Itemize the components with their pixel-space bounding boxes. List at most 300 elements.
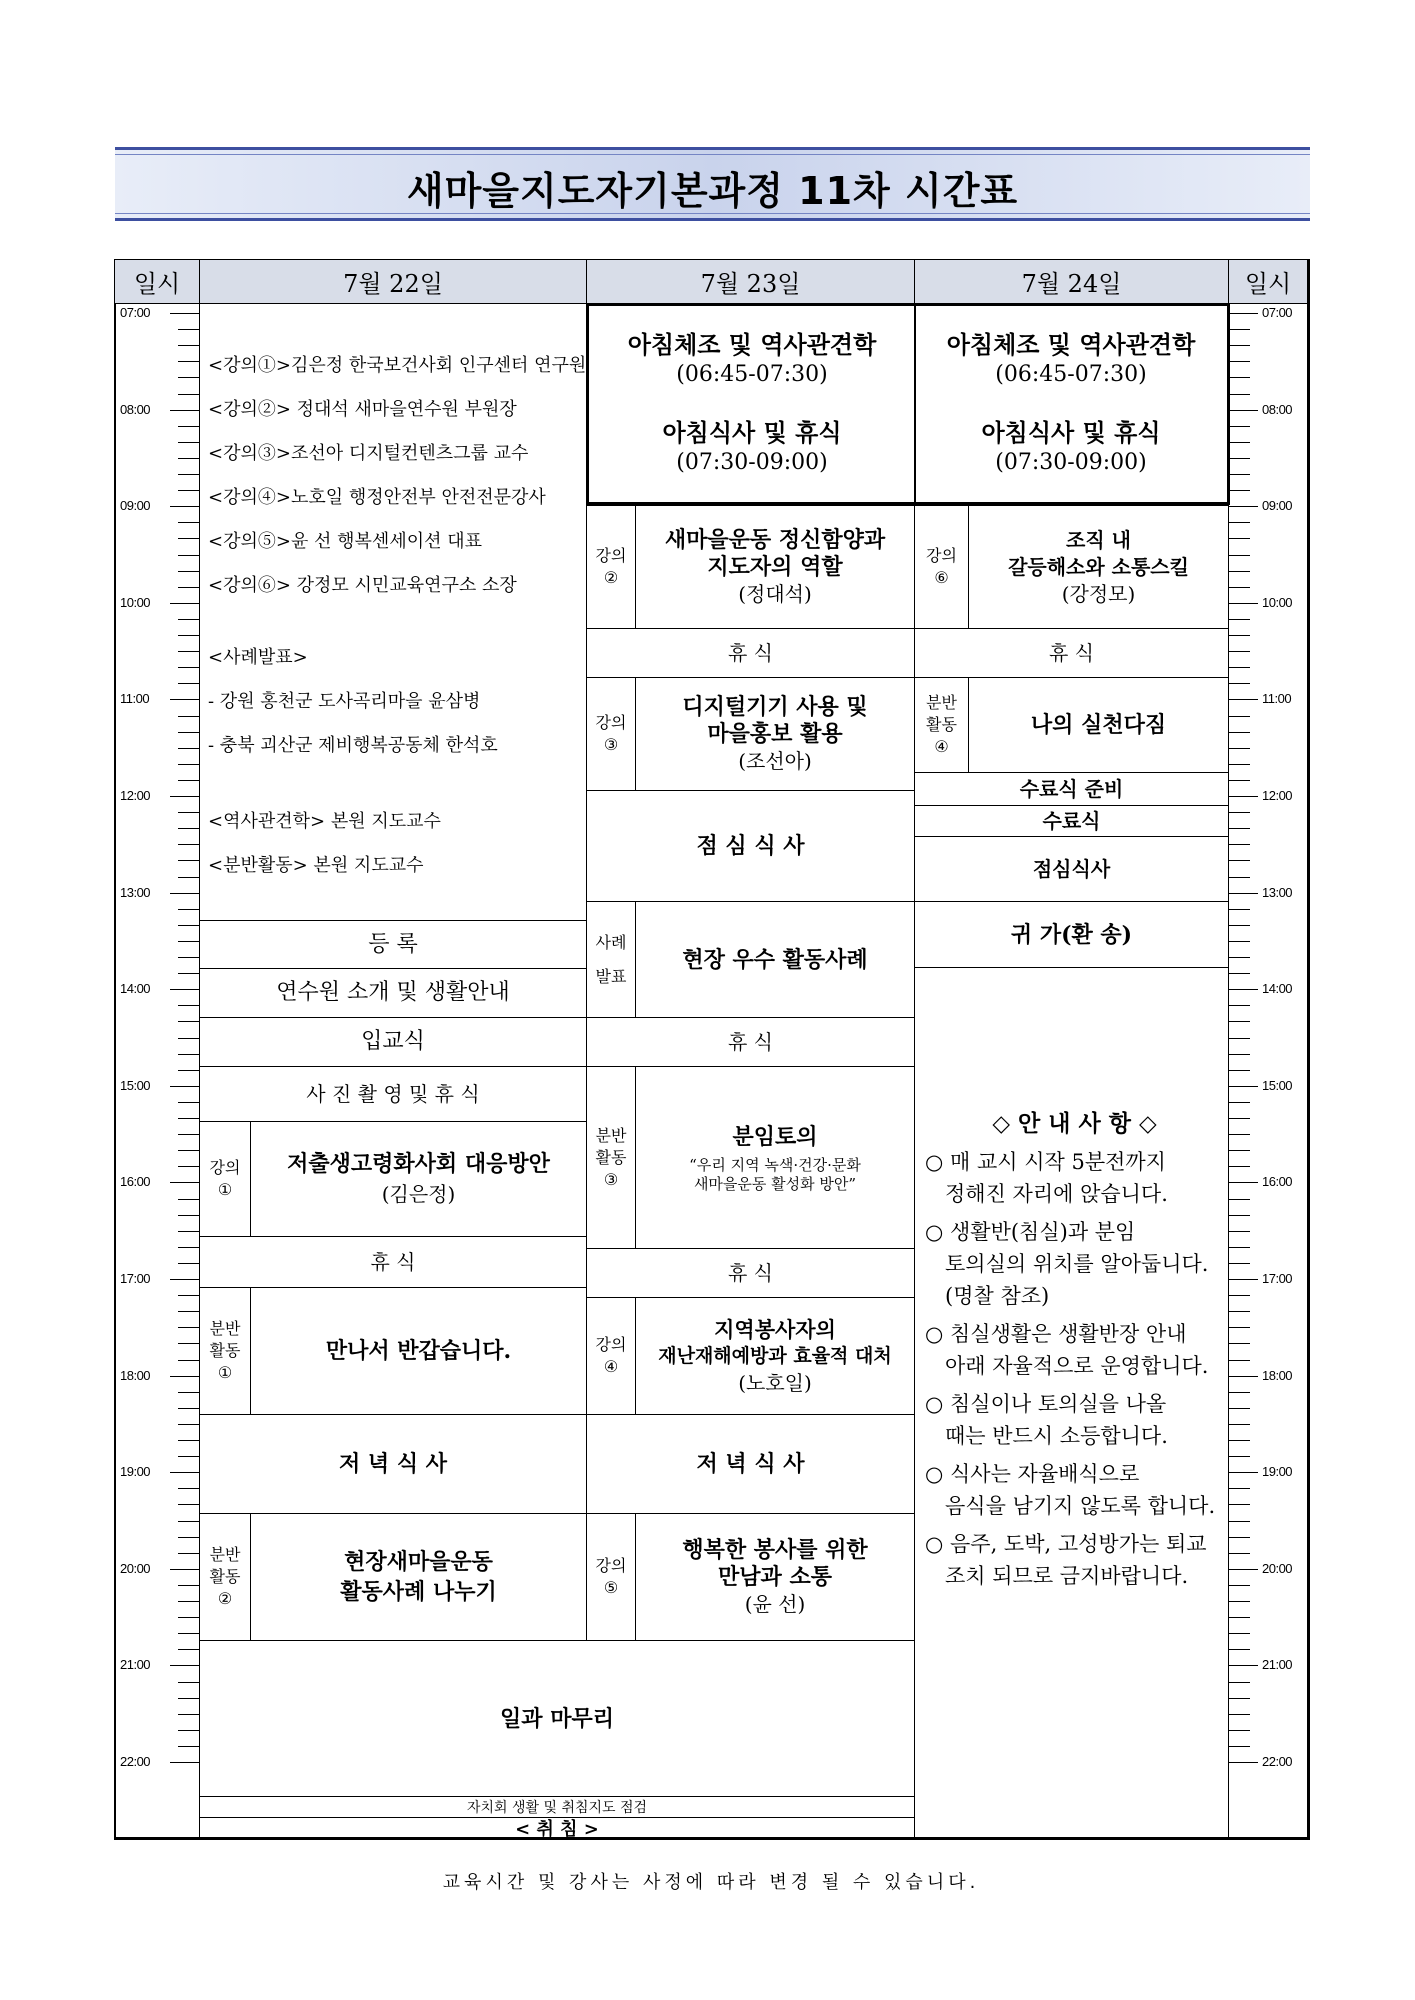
time-tick [1228, 1182, 1258, 1183]
time-tick [178, 941, 200, 942]
time-tick [178, 1150, 200, 1151]
time-tick [178, 1311, 200, 1312]
time-tick [178, 1199, 200, 1200]
time-label-left: 17:00 [120, 1271, 151, 1286]
day3-group4-tag [914, 677, 969, 773]
time-tick [1228, 1054, 1250, 1055]
time-tick [1228, 458, 1250, 459]
time-tick [178, 426, 200, 427]
time-label-left: 20:00 [120, 1560, 151, 1576]
time-tick [1228, 1553, 1250, 1554]
tag-line: 활동 [595, 1147, 627, 1167]
notice-line: 아래 자율적으로 운영합니다. [945, 1354, 1209, 1378]
tag-line: 사례 [595, 932, 627, 952]
info-case-2: - 충북 괴산군 제비행복공동체 한석호 [208, 735, 498, 756]
time-tick [178, 957, 200, 958]
time-tick [1228, 1279, 1258, 1280]
day1-lecture1 [250, 1121, 587, 1237]
time-tick [178, 538, 200, 539]
tag-line: 분반 [209, 1319, 241, 1338]
info-case-heading: <사례발표> [208, 647, 308, 668]
lecture5-title-line: 만남과 소통 [718, 1563, 832, 1590]
time-label-right: 10:00 [1262, 594, 1293, 610]
info-lecture-4: <강의④>노호일 행정안전부 안전전문강사 [208, 487, 546, 508]
time-tick [178, 619, 200, 620]
time-tick [178, 1021, 200, 1022]
time-tick [1228, 1343, 1250, 1344]
footer-note: 교육시간 및 강사는 사정에 따라 변경 될 수 있습니다. [442, 1872, 980, 1893]
time-tick [1228, 828, 1250, 829]
time-tick [1228, 619, 1250, 620]
time-tick [1228, 603, 1258, 604]
time-tick [1228, 1038, 1250, 1039]
time-tick [178, 1537, 200, 1538]
time-tick [1228, 1199, 1250, 1200]
time-tick [178, 780, 200, 781]
time-tick [1228, 1118, 1250, 1119]
tag-line: 분반 [926, 693, 957, 712]
time-tick [1228, 941, 1250, 942]
day2-lecture5 [635, 1513, 915, 1641]
time-tick [178, 1698, 200, 1699]
time-tick [178, 812, 200, 813]
time-tick [178, 683, 200, 684]
time-label-left: 15:00 [120, 1077, 151, 1093]
time-tick [178, 1005, 200, 1006]
time-tick [178, 1424, 200, 1425]
time-tick [178, 1714, 200, 1715]
time-tick [178, 1440, 200, 1441]
time-tick [178, 828, 200, 829]
time-tick [178, 1134, 200, 1135]
day2-lecture2-tag [586, 505, 636, 629]
time-tick [1228, 1649, 1250, 1650]
time-tick [1228, 1633, 1250, 1634]
morning-line: 아침체조 및 역사관견학 [946, 330, 1196, 359]
info-lecture-6: <강의⑥> 강정모 시민교육연구소 소장 [208, 575, 517, 596]
time-tick [170, 603, 200, 604]
time-tick [1228, 1714, 1250, 1715]
time-tick [170, 506, 200, 507]
day1-break: 휴 식 [199, 1236, 587, 1288]
time-tick [1228, 538, 1250, 539]
time-tick [1228, 1440, 1250, 1441]
tag-line: ⑤ [603, 1578, 619, 1597]
day1-group1: 만나서 반갑습니다. [250, 1287, 587, 1415]
group3-sub-line: 새마을운동 활성화 방안” [693, 1174, 857, 1193]
day3-morning [914, 303, 1230, 505]
tag-line: ④ [603, 1357, 619, 1376]
tag-line: 강의 [595, 1335, 627, 1354]
lecture4-speaker: (노호일) [738, 1370, 812, 1395]
notice-item [925, 1318, 1224, 1382]
time-tick [1228, 1617, 1250, 1618]
time-tick [178, 1118, 200, 1119]
time-tick [1228, 1102, 1250, 1103]
time-tick [178, 909, 200, 910]
lecture6-title-line: 갈등해소와 소통스킬 [1008, 554, 1189, 579]
info-guide-1: <역사관견학> 본원 지도교수 [208, 811, 441, 832]
time-tick [1228, 1311, 1250, 1312]
time-tick [178, 925, 200, 926]
tag-line: ③ [603, 735, 619, 754]
tag-line: 강의 [595, 1556, 627, 1575]
day2-case: 현장 우수 활동사례 [635, 901, 915, 1018]
time-tick [170, 989, 200, 990]
time-tick [170, 1472, 200, 1473]
notice-line: ○ 매 교시 시작 5분전까지 [925, 1150, 1166, 1174]
time-tick [178, 522, 200, 523]
time-label-right: 07:00 [1262, 305, 1293, 320]
time-tick [1228, 1521, 1250, 1522]
time-tick [178, 1247, 200, 1248]
notice-line: 정해진 자리에 앉습니다. [945, 1182, 1168, 1206]
time-tick [178, 442, 200, 443]
time-tick [1228, 474, 1250, 475]
lecture5-title-line: 행복한 봉사를 위한 [682, 1536, 868, 1563]
time-tick [178, 1054, 200, 1055]
time-tick [1228, 989, 1258, 990]
day2-lecture4 [635, 1297, 915, 1415]
time-tick [1228, 844, 1250, 845]
time-tick [1228, 1134, 1250, 1135]
time-label-right: 19:00 [1262, 1464, 1293, 1480]
time-tick [178, 458, 200, 459]
day1-group1-tag [199, 1287, 251, 1415]
time-tick [178, 1585, 200, 1586]
time-tick [1228, 909, 1250, 910]
day3-lecture6 [968, 505, 1229, 629]
time-tick [178, 667, 200, 668]
header-date-right: 일시 [1228, 259, 1308, 304]
time-tick [1228, 1601, 1250, 1602]
lecture2-title-line: 지도자의 역할 [707, 553, 843, 580]
header-day-3: 7월 24일 [914, 259, 1229, 304]
time-label-right: 17:00 [1262, 1271, 1293, 1286]
time-label-left: 16:00 [120, 1174, 151, 1190]
time-tick [1228, 555, 1250, 556]
time-tick [1228, 699, 1258, 700]
group3-sub-line: “우리 지역 녹색·건강·문화 [689, 1155, 861, 1174]
time-tick [1228, 1150, 1250, 1151]
time-tick [178, 1408, 200, 1409]
day2-group3-tag [586, 1066, 636, 1249]
time-tick [170, 893, 200, 894]
notice-item [925, 1388, 1224, 1452]
time-tick [1228, 1021, 1250, 1022]
notice-line: 때는 반드시 소등합니다. [945, 1424, 1168, 1448]
time-tick [1228, 1746, 1250, 1747]
group2-title-line: 현장새마을운동 [344, 1549, 493, 1575]
time-tick [1228, 635, 1250, 636]
time-tick [178, 345, 200, 346]
time-tick [178, 490, 200, 491]
morning-line: 아침식사 및 휴식 [662, 418, 842, 447]
tag-line: 발표 [595, 966, 627, 986]
time-tick [178, 748, 200, 749]
time-tick [170, 1182, 200, 1183]
info-lecture-1: <강의①>김은정 한국보건사회 인구센터 연구원 [208, 355, 587, 376]
tag-line: ① [217, 1363, 233, 1382]
lecture6-title-line: 조직 내 [1066, 527, 1131, 552]
time-label-right: 13:00 [1262, 884, 1293, 900]
time-tick [1228, 812, 1250, 813]
time-tick [1228, 732, 1250, 733]
info-guide-2: <분반활동> 본원 지도교수 [208, 855, 424, 876]
time-tick [1228, 329, 1250, 330]
time-tick [178, 651, 200, 652]
day1-photo: 사 진 촬 영 및 휴 식 [199, 1066, 587, 1122]
time-tick [178, 973, 200, 974]
time-tick [1228, 410, 1258, 411]
time-label-right: 12:00 [1262, 788, 1293, 803]
time-tick [1228, 1569, 1258, 1570]
time-tick [1228, 571, 1250, 572]
time-tick [1228, 1537, 1250, 1538]
time-tick [1228, 1005, 1250, 1006]
day3-notice-block [914, 967, 1229, 1838]
time-tick [1228, 587, 1250, 588]
time-tick [178, 1682, 200, 1683]
day1-lecture1-tag [199, 1121, 251, 1237]
time-tick [170, 1569, 200, 1570]
day2-lecture2 [635, 505, 915, 629]
time-tick [1228, 506, 1258, 507]
time-tick [178, 1215, 200, 1216]
tag-line: 활동 [209, 1341, 241, 1360]
day2-break1: 휴 식 [586, 628, 915, 678]
time-tick [1228, 957, 1250, 958]
morning-line: 아침식사 및 휴식 [981, 418, 1161, 447]
lecture1-title: 저출생고령화사회 대응방안 [287, 1151, 550, 1177]
info-case-1: - 강원 홍천군 도사곡리마을 윤삼병 [208, 691, 481, 712]
notice-line: 음식을 남기지 않도록 합니다. [945, 1494, 1216, 1518]
time-tick [178, 1730, 200, 1731]
tag-line: 분반 [595, 1125, 627, 1145]
tag-line: ① [217, 1180, 233, 1199]
time-tick [1228, 522, 1250, 523]
day3-break1: 휴 식 [914, 628, 1229, 678]
time-label-left: 09:00 [120, 498, 151, 514]
group2-title-line: 활동사례 나누기 [340, 1579, 497, 1605]
time-tick [178, 1521, 200, 1522]
time-tick [178, 1488, 200, 1489]
morning-time: (07:30-09:00) [676, 450, 828, 475]
day1-group2-tag [199, 1513, 251, 1641]
tag-line: ⑥ [934, 568, 949, 587]
time-tick [170, 410, 200, 411]
time-tick [1228, 1360, 1250, 1361]
time-tick [178, 1343, 200, 1344]
time-tick [1228, 780, 1250, 781]
day3-group4: 나의 실천다짐 [968, 677, 1229, 773]
day2-dinner: 저 녁 식 사 [586, 1414, 915, 1514]
time-tick [170, 1762, 200, 1763]
time-tick [1228, 1504, 1250, 1505]
time-tick [1228, 925, 1250, 926]
time-tick [1228, 426, 1250, 427]
lecture1-speaker: (김은정) [381, 1182, 456, 1206]
lecture2-speaker: (정대석) [738, 581, 812, 606]
time-label-left: 22:00 [120, 1754, 151, 1769]
time-tick [178, 1649, 200, 1650]
day3-prep: 수료식 준비 [914, 772, 1229, 806]
day1-check: 자치회 생활 및 취침지도 점검 [199, 1796, 915, 1818]
day3-ceremony: 수료식 [914, 805, 1229, 837]
morning-time: (06:45-07:30) [995, 362, 1147, 387]
time-label-left: 10:00 [120, 594, 151, 610]
tag-line: 강의 [595, 546, 627, 565]
day2-lecture5-tag [586, 1513, 636, 1641]
time-tick [1228, 1215, 1250, 1216]
time-label-right: 14:00 [1262, 981, 1293, 997]
day1-registration: 등 록 [199, 920, 587, 969]
day3-return: 귀 가(환 송) [914, 901, 1229, 968]
time-tick [178, 1746, 200, 1747]
time-tick [1228, 1166, 1250, 1167]
time-tick [1228, 748, 1250, 749]
time-tick [178, 877, 200, 878]
tag-line: ③ [603, 1169, 619, 1189]
day1-opening: 입교식 [199, 1017, 587, 1067]
time-label-left: 07:00 [120, 305, 151, 320]
day2-case-tag [586, 901, 636, 1018]
notice-line: ○ 침실생활은 생활반장 안내 [925, 1322, 1187, 1346]
lecture3-title-line: 디지털기기 사용 및 [682, 693, 868, 720]
time-label-right: 15:00 [1262, 1077, 1293, 1093]
tag-line: ② [217, 1589, 233, 1608]
time-label-right: 18:00 [1262, 1367, 1293, 1383]
day2-break2: 휴 식 [586, 1017, 915, 1067]
info-lecture-5: <강의⑤>윤 선 행복센세이션 대표 [208, 531, 482, 552]
time-tick [1228, 1682, 1250, 1683]
time-tick [1228, 683, 1250, 684]
time-tick [178, 329, 200, 330]
tag-line: 활동 [209, 1567, 241, 1586]
time-tick [1228, 313, 1258, 314]
notice-line: ○ 음주, 도박, 고성방가는 퇴교 [925, 1532, 1207, 1556]
time-tick [1228, 796, 1258, 797]
notice-line: ○ 식사는 자율배식으로 [925, 1462, 1140, 1486]
time-label-left: 13:00 [120, 884, 151, 900]
day1-sleep: < 취 침 > [199, 1817, 915, 1838]
morning-time: (06:45-07:30) [676, 362, 828, 387]
lecture5-speaker: (윤 선) [744, 1591, 806, 1616]
time-tick [1228, 377, 1250, 378]
time-tick [1228, 651, 1250, 652]
time-tick [178, 1295, 200, 1296]
notice-title: ◇ 안 내 사 항 ◇ [992, 1110, 1157, 1137]
time-tick [178, 1070, 200, 1071]
time-tick [1228, 361, 1250, 362]
time-tick [178, 1392, 200, 1393]
time-tick [178, 1360, 200, 1361]
time-tick [170, 1665, 200, 1666]
time-tick [1228, 394, 1250, 395]
time-tick [170, 1376, 200, 1377]
morning-line: 아침체조 및 역사관견학 [627, 330, 877, 359]
time-tick [1228, 893, 1258, 894]
time-tick [1228, 345, 1250, 346]
time-tick [1228, 1247, 1250, 1248]
morning-time: (07:30-09:00) [995, 450, 1147, 475]
time-tick [1228, 1327, 1250, 1328]
time-tick [170, 699, 200, 700]
time-label-left: 08:00 [120, 401, 151, 417]
day1-group2 [250, 1513, 587, 1641]
time-label-left: 14:00 [120, 981, 151, 997]
day1-info-block [199, 303, 587, 921]
time-tick [1228, 716, 1250, 717]
time-tick [1228, 1424, 1250, 1425]
time-tick [178, 1633, 200, 1634]
tag-line: 활동 [926, 715, 957, 734]
tag-line: 강의 [595, 713, 627, 732]
time-tick [1228, 877, 1250, 878]
notice-item [925, 1216, 1224, 1312]
day2-break3: 휴 식 [586, 1248, 915, 1298]
time-tick [178, 1038, 200, 1039]
time-label-right: 11:00 [1262, 691, 1292, 707]
tag-line: ② [603, 568, 619, 587]
time-tick [178, 587, 200, 588]
time-tick [1228, 1762, 1258, 1763]
time-tick [1228, 1730, 1250, 1731]
lecture4-title-line: 지역봉사자의 [714, 1316, 836, 1342]
tag-line: 분반 [209, 1545, 241, 1564]
time-tick [1228, 1488, 1250, 1489]
time-tick [1228, 1070, 1250, 1071]
time-tick [1228, 1698, 1250, 1699]
notice-line: ○ 침실이나 토의실을 나올 [925, 1392, 1167, 1416]
time-tick [1228, 1392, 1250, 1393]
notice-line: (명찰 참조) [945, 1284, 1050, 1308]
day1-dinner: 저 녁 식 사 [199, 1414, 587, 1514]
page-title: 새마을지도자기본과정 11차 시간표 [406, 169, 1019, 213]
time-tick [1228, 1086, 1258, 1087]
time-tick [1228, 1585, 1250, 1586]
time-tick [178, 1327, 200, 1328]
time-tick [178, 1102, 200, 1103]
info-lecture-2: <강의②> 정대석 새마을연수원 부원장 [208, 399, 517, 420]
time-tick [178, 394, 200, 395]
time-tick [1228, 490, 1250, 491]
header-date-left: 일시 [114, 259, 200, 304]
time-tick [1228, 1665, 1258, 1666]
time-label-right: 16:00 [1262, 1174, 1293, 1190]
time-tick [1228, 1376, 1258, 1377]
time-tick [170, 796, 200, 797]
time-tick [1228, 442, 1250, 443]
time-tick [1228, 1295, 1250, 1296]
time-label-left: 12:00 [120, 788, 151, 803]
day2-group3 [635, 1066, 915, 1249]
time-tick [178, 555, 200, 556]
time-tick [178, 844, 200, 845]
time-label-right: 20:00 [1262, 1560, 1293, 1576]
time-tick [1228, 1263, 1250, 1264]
time-label-left: 19:00 [120, 1464, 151, 1480]
time-tick [1228, 764, 1250, 765]
tag-line: 강의 [209, 1158, 241, 1177]
tag-line: ④ [934, 737, 949, 756]
time-tick [1228, 1231, 1250, 1232]
notice-item [925, 1146, 1224, 1210]
info-lecture-3: <강의③>조선아 디지털컨텐츠그룹 교수 [208, 443, 529, 464]
time-label-right: 08:00 [1262, 401, 1293, 417]
day2-lecture4-tag [586, 1297, 636, 1415]
lecture3-title-line: 마을홍보 활용 [707, 720, 843, 747]
